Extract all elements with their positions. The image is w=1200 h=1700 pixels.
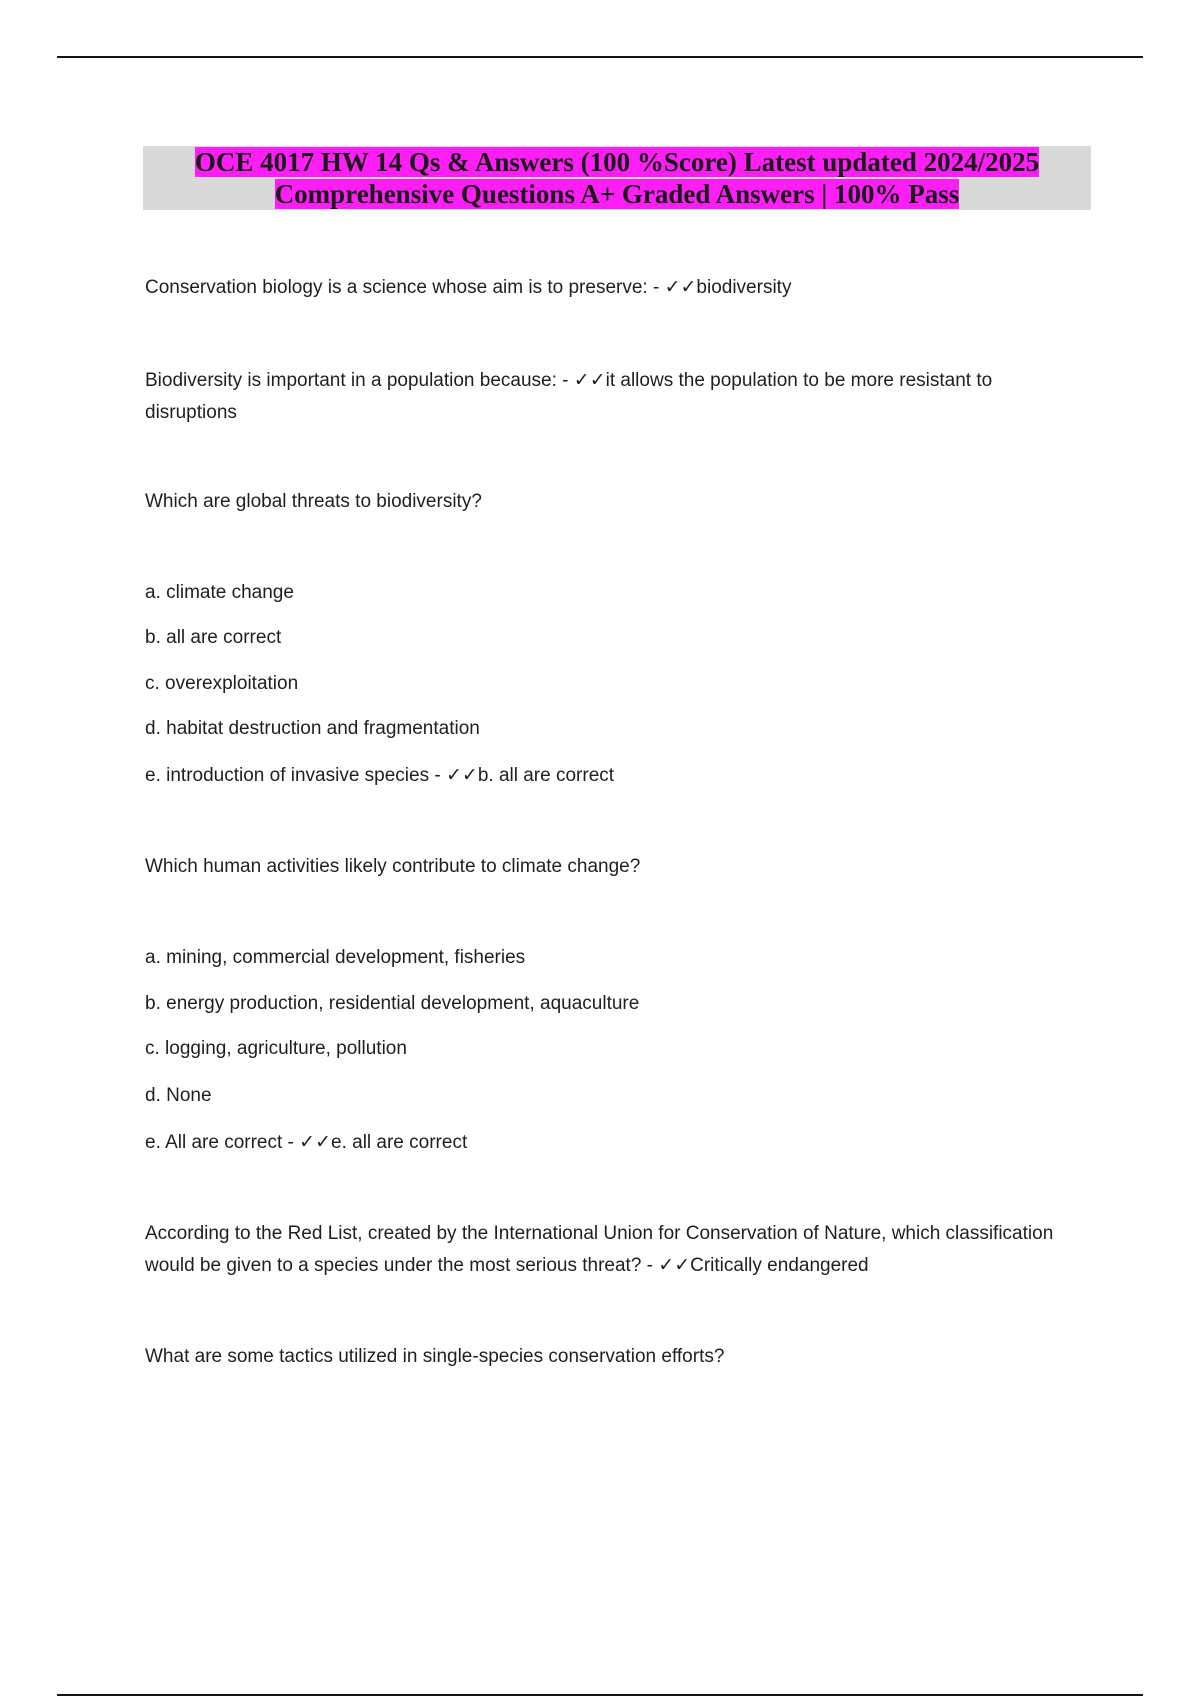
option-line: a. mining, commercial development, fisheries bbox=[145, 947, 526, 968]
option-line: b. energy production, residential development, aquaculture bbox=[145, 993, 640, 1014]
option-line: c. logging, agriculture, pollution bbox=[145, 1038, 407, 1059]
option-line: b. all are correct bbox=[145, 627, 282, 648]
answer-line: Biodiversity is important in a population because: - ✓✓it allows the population to be more resistant to disruptions bbox=[145, 370, 993, 423]
answer-line: Conservation biology is a science whose aim is to preserve: - ✓✓biodiversity bbox=[145, 277, 792, 298]
question-line: Which human activities likely contribute to climate change? bbox=[145, 856, 641, 877]
document-title bbox=[143, 146, 1091, 210]
option-line: d. None bbox=[145, 1085, 212, 1106]
option-line: d. habitat destruction and fragmentation bbox=[145, 718, 480, 739]
answer-line: e. introduction of invasive species - ✓✓b. all are correct bbox=[145, 765, 615, 786]
answer-line: According to the Red List, created by the International Union for Conservation of Nature, which classification would be given to a species under the most serious threat? - ✓✓Critically endangered bbox=[145, 1223, 1054, 1276]
option-line: a. climate change bbox=[145, 582, 294, 603]
question-line: Which are global threats to biodiversity? bbox=[145, 491, 482, 512]
title-line-2: Comprehensive Questions A+ Graded Answers | 100% Pass bbox=[274, 179, 960, 209]
answer-line: e. All are correct - ✓✓e. all are correct bbox=[145, 1132, 468, 1153]
top-rule bbox=[57, 56, 1143, 58]
bottom-rule bbox=[57, 1694, 1143, 1696]
title-line-1: OCE 4017 HW 14 Qs & Answers (100 %Score) Latest updated 2024/2025 bbox=[194, 147, 1040, 177]
option-line: c. overexploitation bbox=[145, 673, 299, 694]
question-line: What are some tactics utilized in single-species conservation efforts? bbox=[145, 1346, 725, 1367]
